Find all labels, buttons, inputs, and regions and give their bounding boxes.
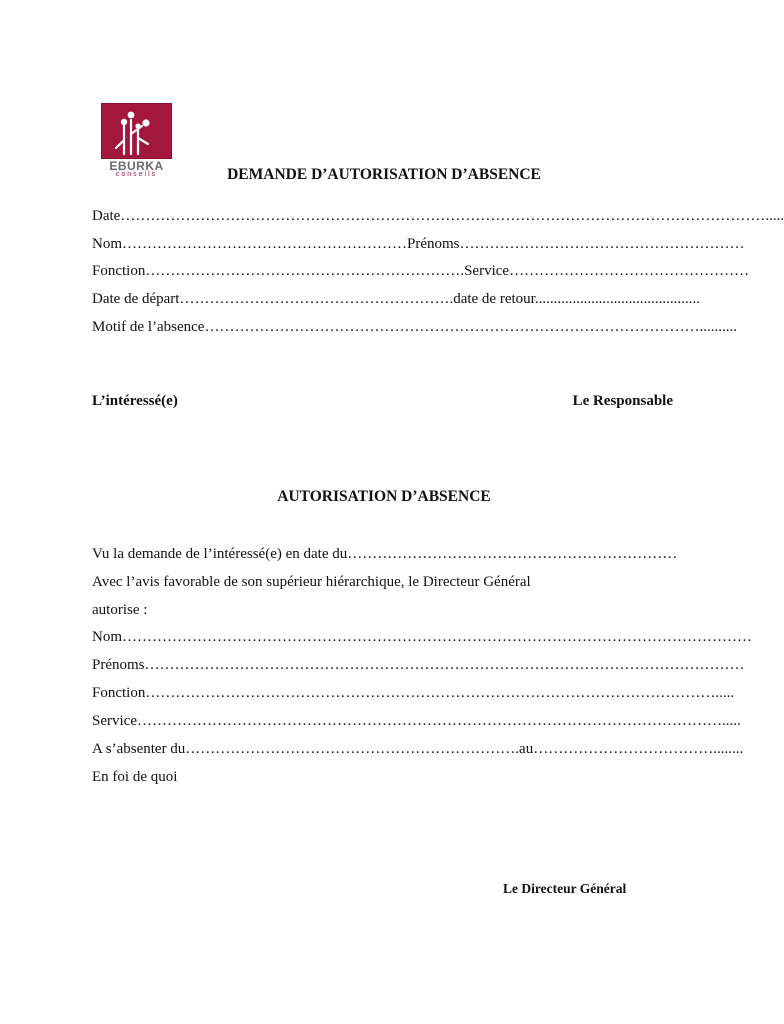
auth-line-function: Fonction……………………………………………………………………………………………………..... xyxy=(92,685,735,701)
request-line-reason: Motif de l’absence……………………………………………………………………………………….......... xyxy=(92,319,737,335)
logo-tagline: conseils xyxy=(115,171,158,178)
signature-applicant: L’intéressé(e) xyxy=(92,393,178,409)
auth-line-closing: En foi de quoi xyxy=(92,769,178,785)
auth-line-approval: Avec l’avis favorable de son supérieur hiérarchique, le Directeur Général xyxy=(92,574,531,590)
auth-line-service: Service………………………………………………………………………………………………………..... xyxy=(92,713,741,729)
auth-line-authorizes: autorise : xyxy=(92,602,148,618)
signature-manager: Le Responsable xyxy=(572,393,673,409)
logo-figure-icon xyxy=(102,104,173,160)
logo-brand-text: EBURKA xyxy=(109,159,164,173)
request-line-function: Fonction……………………………………………………….Service………………………………………… xyxy=(92,263,750,279)
auth-line-name: Nom……………………………………………………………………………………………………………… xyxy=(92,629,752,645)
request-title: DEMANDE D’AUTORISATION D’ABSENCE xyxy=(227,166,541,183)
auth-line-period: A s’absenter du………………………………………………………….au………………………………........ xyxy=(92,741,744,757)
auth-line-firstnames: Prénoms………………………………………………………………………………………………………… xyxy=(92,657,745,673)
authorization-title: AUTORISATION D’ABSENCE xyxy=(277,488,491,505)
logo-emblem xyxy=(101,103,172,159)
signature-director-general: Le Directeur Général xyxy=(503,881,627,896)
auth-line-request-date: Vu la demande de l’intéressé(e) en date du………………………………………………………… xyxy=(92,546,678,562)
request-line-date: Date…………………………………………………………………………………………………………………..... xyxy=(92,208,784,224)
request-line-dates: Date de départ……………………………………………….date de retour............................................ xyxy=(92,291,700,307)
request-line-name: Nom…………………………………………………Prénoms………………………………………………… xyxy=(92,236,745,252)
